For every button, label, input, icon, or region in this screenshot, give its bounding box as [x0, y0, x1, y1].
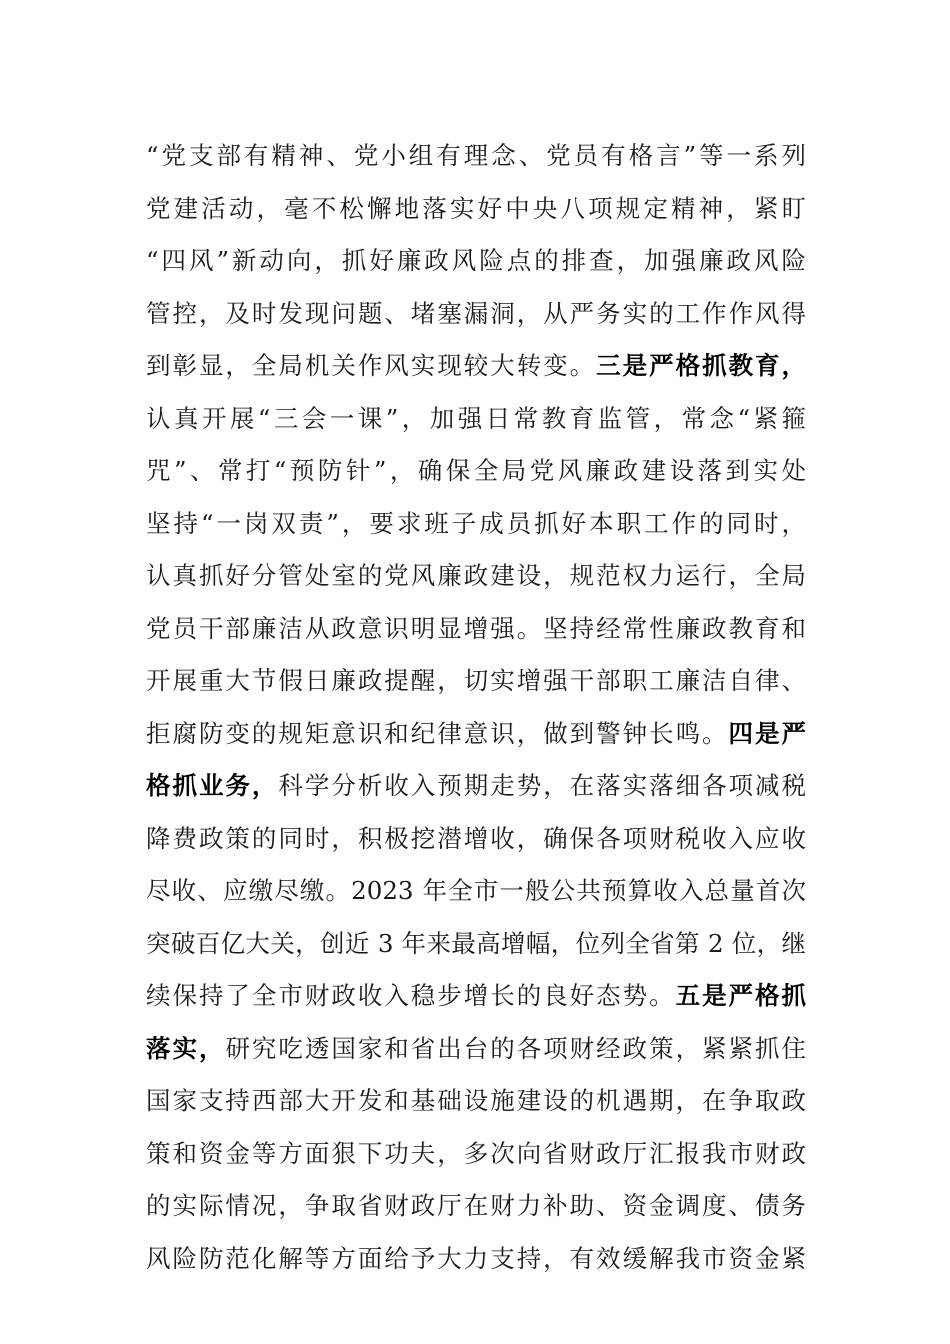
body-text: 坚持“一岗双责”，要求班子成员抓好本职工作的同时，: [146, 508, 806, 538]
body-text: 管控，及时发现问题、堵塞漏洞，从严务实的工作作风得: [146, 298, 806, 328]
body-text: 策和资金等方面狠下功夫，多次向省财政厅汇报我市财政: [146, 1138, 806, 1168]
text-line: [146, 550, 806, 603]
text-line: [146, 498, 806, 551]
body-text: 风险防范化解等方面给予大力支持，有效缓解我市资金紧: [146, 1243, 806, 1273]
body-text: 党员干部廉洁从政意识明显增强。坚持经常性廉政教育和: [146, 613, 806, 643]
body-text: 拒腐防变的规矩意识和纪律意识，做到警钟长鸣。: [146, 718, 729, 748]
text-line: [146, 1075, 806, 1128]
body-text: 研究吃透国家和省出台的各项财经政策，紧紧抓住: [225, 1033, 806, 1063]
text-line: [146, 393, 806, 446]
body-text: 国家支持西部大开发和基础设施建设的机遇期，在争取政: [146, 1086, 806, 1115]
text-line: [146, 760, 806, 813]
text-line: [146, 235, 806, 288]
bold-heading-text: 四是严: [728, 718, 806, 748]
body-text: 认真开展“三会一课”，加强日常教育监管，常念“紧箍: [146, 403, 806, 433]
body-paragraph: [146, 130, 806, 1285]
text-line: [146, 655, 806, 708]
bold-heading-text: 落实，: [146, 1033, 226, 1063]
text-line: [146, 1023, 806, 1076]
body-text: 认真抓好分管处室的党风廉政建设，规范权力运行，全局: [146, 561, 806, 590]
body-text: 党建活动，毫不松懈地落实好中央八项规定精神，紧盯: [146, 193, 806, 223]
body-text: 降费政策的同时，积极挖潜增收，确保各项财税收入应收: [146, 823, 806, 853]
body-text: 续保持了全市财政收入稳步增长的良好态势。: [146, 981, 676, 1010]
body-text: 开展重大节假日廉政提醒，切实增强干部职工廉洁自律、: [146, 666, 806, 695]
text-line: [146, 288, 806, 341]
body-text: 突破百亿大关，创近 3 年来最高增幅，位列全省第 2 位，继: [146, 928, 806, 958]
text-line: [146, 130, 806, 183]
text-line: [146, 340, 806, 393]
text-line: [146, 1180, 806, 1233]
body-text: 的实际情况，争取省财政厅在财力补助、资金调度、债务: [146, 1191, 806, 1220]
bold-heading-text: 三是严格抓教育，: [596, 351, 806, 380]
text-line: [146, 813, 806, 866]
text-line: [146, 970, 806, 1023]
body-text: “党支部有精神、党小组有理念、党员有格言”等一系列: [146, 141, 806, 170]
body-text: 科学分析收入预期走势，在落实落细各项减税: [278, 771, 806, 800]
text-line: [146, 1128, 806, 1181]
bold-heading-text: 五是严格抓: [675, 981, 806, 1010]
text-line: [146, 708, 806, 761]
bold-heading-text: 格抓业务，: [146, 771, 279, 800]
body-text: 到彰显，全局机关作风实现较大转变。: [146, 351, 597, 380]
text-line: [146, 445, 806, 498]
text-line: [146, 1233, 806, 1286]
body-text: 咒”、常打“预防针”，确保全局党风廉政建设落到实处: [146, 456, 806, 485]
body-text: 尽收、应缴尽缴。2023 年全市一般公共预算收入总量首次: [146, 876, 806, 905]
text-line: [146, 183, 806, 236]
body-text: “四风”新动向，抓好廉政风险点的排查，加强廉政风险: [146, 246, 806, 275]
text-line: [146, 918, 806, 971]
text-line: [146, 603, 806, 656]
text-line: [146, 865, 806, 918]
